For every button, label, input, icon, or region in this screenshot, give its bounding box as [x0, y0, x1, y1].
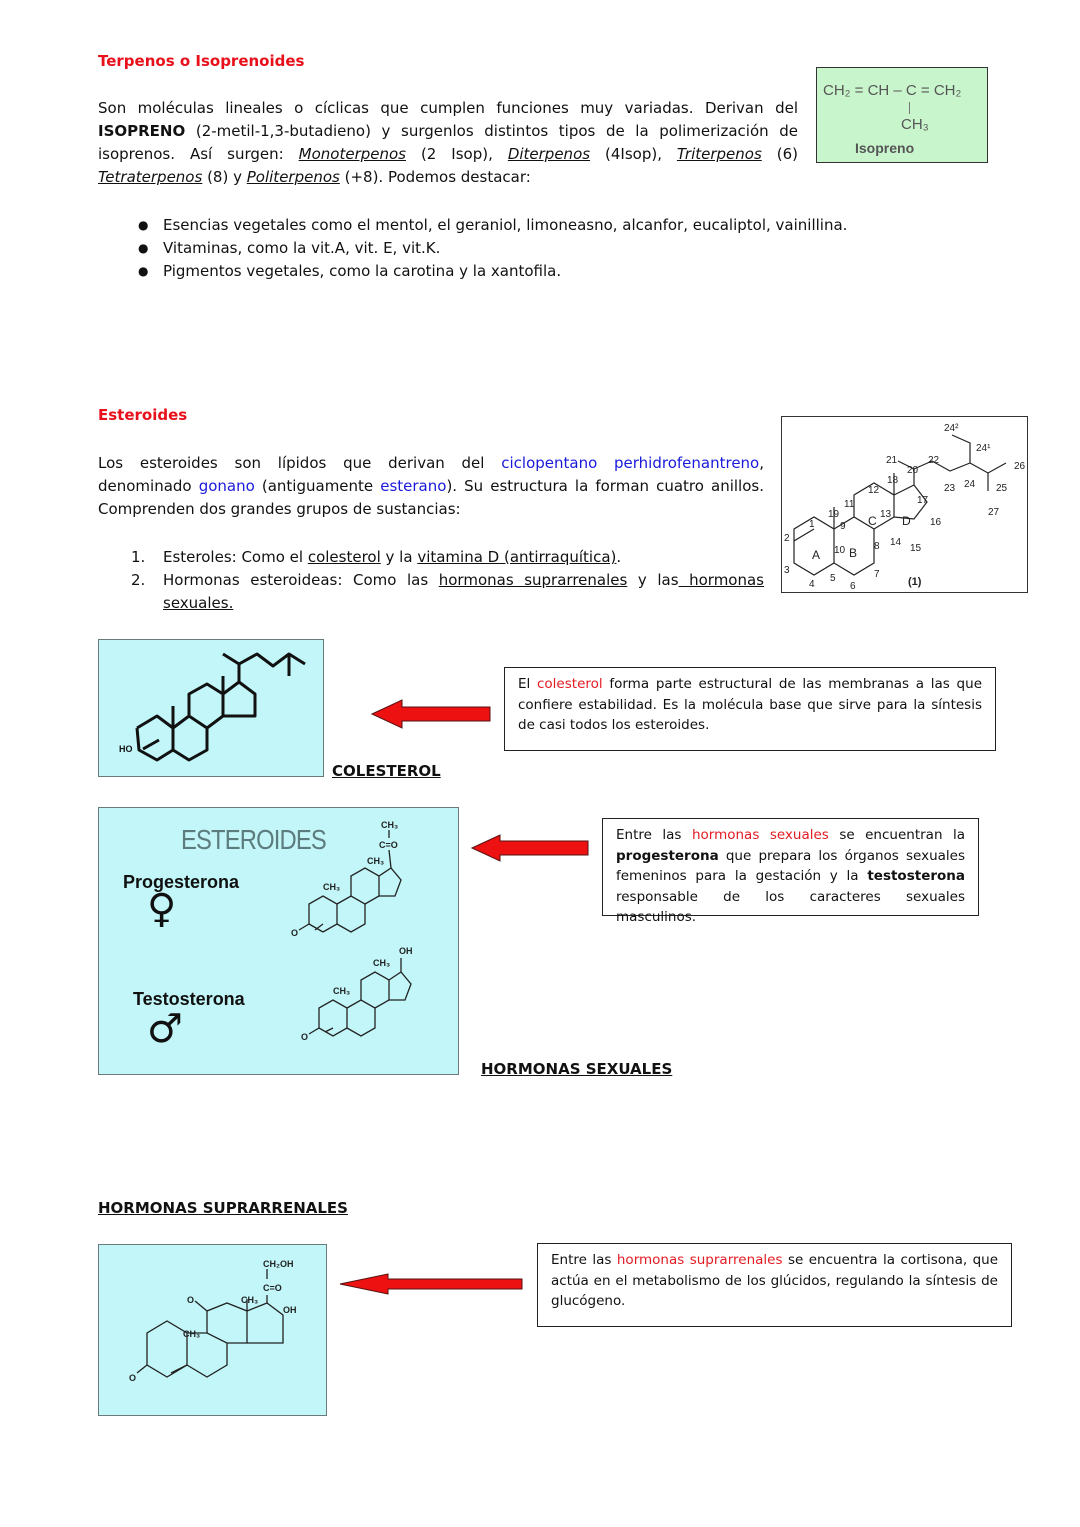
isoprene-figure — [816, 67, 988, 163]
esterano-term: esterano — [380, 477, 447, 495]
svg-text:12: 12 — [868, 485, 880, 496]
svg-text:CH₃: CH₃ — [333, 986, 351, 996]
svg-text:3: 3 — [784, 565, 790, 576]
svg-text:19: 19 — [828, 509, 840, 520]
svg-text:CH₃: CH₃ — [367, 856, 385, 866]
svg-text:11: 11 — [844, 499, 855, 510]
esteroides-list — [98, 546, 764, 615]
box-text: que prepara los órganos sexuales femeninos para la gestación y la — [616, 847, 965, 884]
esteroides-heading: Esteroides — [98, 406, 188, 424]
list-item: ● Esencias vegetales como el mentol, el geraniol, limoneasno, alcanfor, eucaliptol, vainillina. — [98, 214, 858, 237]
terpenos-heading: Terpenos o Isoprenoides — [98, 52, 305, 70]
svg-text:CH₃: CH₃ — [183, 1329, 201, 1339]
svg-text:24²: 24² — [944, 423, 959, 434]
list-item — [98, 546, 764, 569]
svg-text:6: 6 — [850, 581, 856, 592]
item-number: 1. — [131, 548, 146, 566]
arrow-left-icon — [470, 833, 590, 863]
ciclopentano-term: ciclopentano perhidrofenantreno — [501, 454, 760, 472]
box-text: Entre las — [616, 827, 692, 843]
svg-text:O: O — [301, 1032, 309, 1042]
svg-text:1: 1 — [809, 519, 815, 530]
svg-text:2: 2 — [784, 533, 790, 544]
colesterol-info-box — [504, 667, 996, 751]
svg-text:22: 22 — [928, 455, 940, 466]
terpenos-list — [98, 214, 858, 283]
svg-text:25: 25 — [996, 483, 1008, 494]
svg-text:A: A — [812, 548, 821, 562]
hormonas-sexuales-highlight: hormonas sexuales — [691, 827, 829, 843]
tetraterpenos-term: Tetraterpenos — [98, 168, 203, 186]
box-text: El — [518, 676, 537, 692]
esteroides-figure-title: ESTEROIDES — [181, 824, 326, 855]
intro-text: , denominado — [98, 454, 765, 495]
arrow-left-icon — [338, 1272, 524, 1296]
svg-text:17: 17 — [917, 495, 929, 506]
svg-text:24¹: 24¹ — [976, 443, 991, 454]
testosterona-bold: testosterona — [867, 868, 965, 884]
diterpenos-term: Diterpenos — [507, 145, 591, 163]
isopreno-bold: ISOPRENO — [98, 122, 186, 140]
suprarrenales-term: hormonas suprarrenales — [438, 571, 628, 589]
isoprene-label: Isopreno — [855, 140, 915, 156]
isoprene-formula: CH₂ = CH – C = CH₂ — [823, 82, 962, 99]
svg-text:7: 7 — [874, 569, 880, 580]
svg-text:13: 13 — [880, 509, 892, 520]
count-text: (2 Isop), — [406, 145, 508, 163]
box-text: se encuentra la cortisona, que actúa en el metabolismo de los glúcidos, regulando la síntesis de glucógeno. — [551, 1252, 998, 1309]
box-text: forma parte estructural de las membranas a las que confiere estabilidad. Es la molécula base que sirve para la síntesis de casi todos los esteroides. — [518, 676, 982, 733]
svg-text:B: B — [849, 546, 858, 560]
vitamina-d-term: vitamina D (antirraquítica) — [417, 548, 617, 566]
svg-text:O: O — [291, 928, 299, 938]
count-text: (6) — [761, 145, 798, 163]
list-item — [98, 569, 764, 615]
triterpenos-term: Triterpenos — [676, 145, 762, 163]
svg-text:CH₃: CH₃ — [381, 820, 399, 830]
colesterol-caption: COLESTEROL — [332, 762, 441, 780]
intro-text: (2-metil-1,3-butadieno) y surgenlos distintos tipos de la polimerización de isoprenos. Así surgen: — [98, 122, 798, 163]
svg-text:C: C — [868, 514, 877, 528]
intro-text: Son moléculas lineales o cíclicas que cumplen funciones muy variadas. Derivan del — [98, 99, 798, 117]
bond-line — [909, 102, 910, 114]
ho-label: HO — [119, 744, 133, 754]
cortisona-structure-diagram — [99, 1245, 326, 1415]
colesterol-structure-diagram — [99, 640, 323, 776]
svg-text:21: 21 — [886, 455, 898, 466]
terpenos-intro — [98, 97, 798, 189]
count-text: (+8). Podemos destacar: — [339, 168, 531, 186]
svg-text:5: 5 — [830, 573, 836, 584]
monoterpenos-term: Monoterpenos — [298, 145, 406, 163]
intro-text: ). Su estructura la forman cuatro anillos. Comprenden dos grandes grupos de sustancias: — [98, 477, 764, 518]
colesterol-term: colesterol — [307, 548, 381, 566]
svg-text:CH₃: CH₃ — [241, 1295, 259, 1305]
esteroides-intro — [98, 452, 764, 521]
hormonas-sexuales-caption: HORMONAS SEXUALES — [481, 1060, 673, 1078]
male-symbol-icon: ♂ — [147, 1006, 183, 1052]
svg-text:CH₃: CH₃ — [323, 882, 341, 892]
svg-text:8: 8 — [874, 541, 880, 552]
progesterona-label: Progesterona — [123, 872, 240, 892]
isoprene-methyl: CH₃ — [901, 116, 929, 133]
box-text: responsable de los caracteres sexuales masculinos. — [616, 888, 965, 925]
svg-text:27: 27 — [988, 507, 1000, 518]
hormonas-suprarrenales-highlight: hormonas suprarrenales — [616, 1252, 783, 1268]
svg-text:OH: OH — [283, 1305, 297, 1315]
cortisona-info-box — [537, 1243, 1012, 1327]
female-symbol-icon: ♀ — [147, 886, 177, 932]
svg-text:C=O: C=O — [263, 1283, 282, 1293]
arrow-left-icon — [370, 698, 494, 730]
progesterona-bold: progesterona — [616, 847, 719, 864]
item-text: Hormonas esteroideas: Como las — [163, 571, 439, 589]
svg-text:26: 26 — [1014, 461, 1026, 472]
svg-text:CH₂OH: CH₂OH — [263, 1259, 294, 1269]
gonano-term: gonano — [198, 477, 255, 495]
intro-text: (antiguamente — [254, 477, 381, 495]
item-text: y las — [627, 571, 679, 589]
svg-text:D: D — [902, 514, 911, 528]
box-text: se encuentran la — [828, 827, 966, 843]
svg-text:9: 9 — [840, 521, 846, 532]
svg-text:O: O — [129, 1373, 137, 1383]
cortisona-figure — [98, 1244, 327, 1416]
colesterol-highlight: colesterol — [537, 676, 603, 692]
intro-text: Los esteroides son lípidos que derivan del — [98, 454, 502, 472]
gonane-structure-diagram — [782, 417, 1027, 592]
item-number: 2. — [131, 571, 146, 589]
svg-text:(1): (1) — [908, 576, 922, 588]
list-item: ● Pigmentos vegetales, como la carotina y la xantofila. — [98, 260, 858, 283]
count-text: (8) y — [202, 168, 247, 186]
svg-text:24: 24 — [964, 479, 976, 490]
box-text: Entre las — [551, 1252, 617, 1268]
politerpenos-term: Politerpenos — [246, 168, 340, 186]
item-text: . — [616, 548, 622, 566]
steroid-structures-diagram — [279, 808, 459, 1074]
testosterona-label: Testosterona — [133, 989, 245, 1009]
colesterol-figure — [98, 639, 324, 777]
svg-text:16: 16 — [930, 517, 942, 528]
gonane-figure — [781, 416, 1028, 593]
item-text: y la — [380, 548, 418, 566]
svg-text:C=O: C=O — [379, 840, 398, 850]
svg-text:18: 18 — [887, 475, 899, 486]
svg-text:23: 23 — [944, 483, 956, 494]
svg-text:15: 15 — [910, 543, 922, 554]
list-item: ● Vitaminas, como la vit.A, vit. E, vit.K. — [98, 237, 858, 260]
svg-text:10: 10 — [834, 545, 846, 556]
svg-text:4: 4 — [809, 579, 815, 590]
sexuales-term: hormonas sexuales. — [163, 571, 764, 612]
svg-text:OH: OH — [399, 946, 413, 956]
hormonas-sexuales-figure — [98, 807, 459, 1075]
svg-text:O: O — [187, 1295, 195, 1305]
svg-text:CH₃: CH₃ — [373, 958, 391, 968]
hormonas-suprarrenales-heading: HORMONAS SUPRARRENALES — [98, 1199, 348, 1217]
svg-text:20: 20 — [907, 465, 919, 476]
hormonas-sexuales-info-box — [602, 818, 979, 925]
svg-text:14: 14 — [890, 537, 902, 548]
item-text: Esteroles: Como el — [163, 548, 308, 566]
count-text: (4Isop), — [590, 145, 677, 163]
